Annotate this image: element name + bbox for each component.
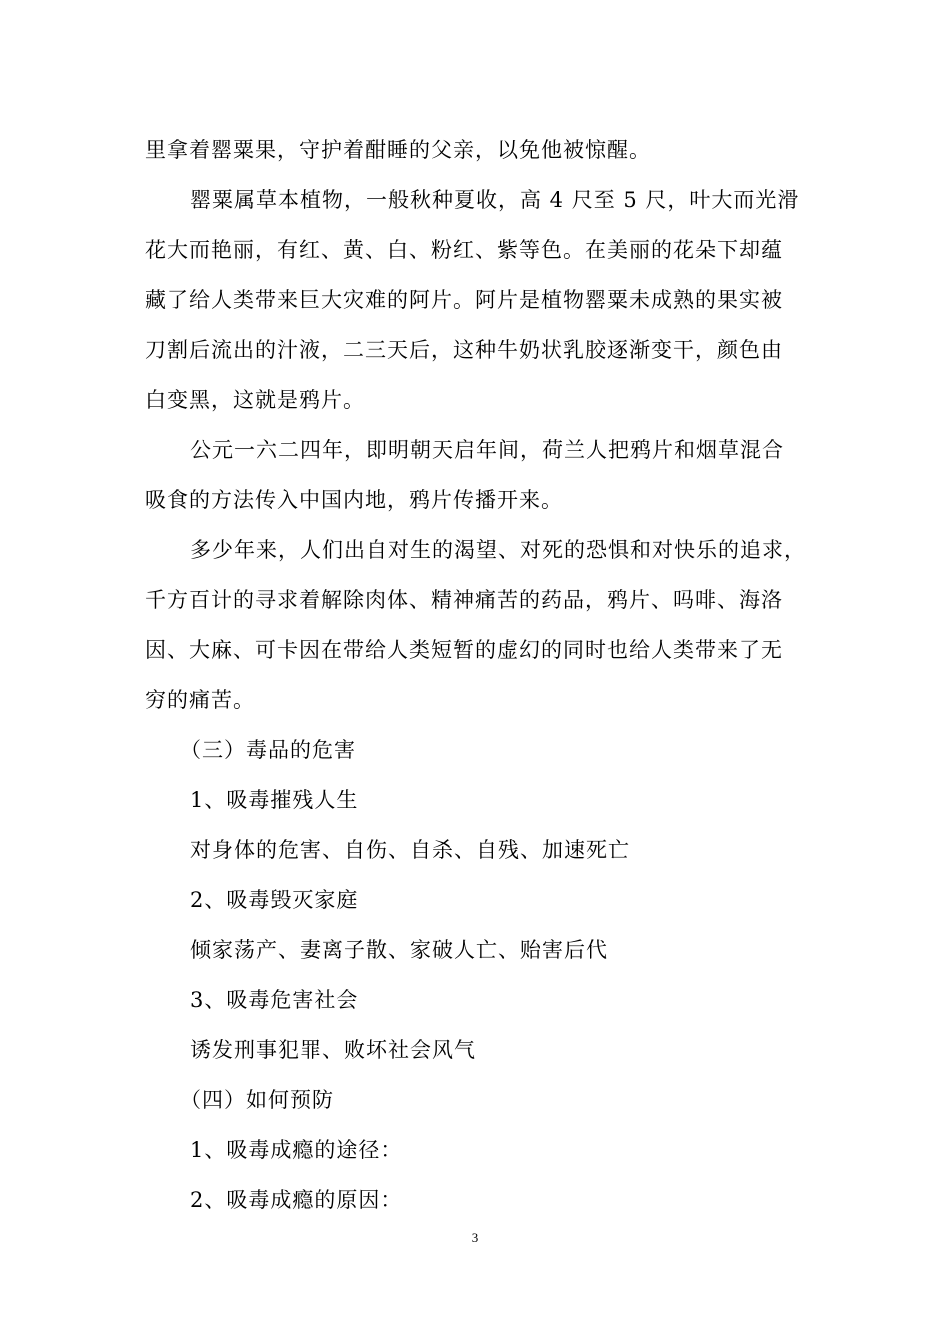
list-item-heading: 3、吸毒危害社会 [190, 988, 359, 1012]
list-item-heading: 1、吸毒成瘾的途径： [190, 1138, 403, 1162]
section-heading: （三）毒品的危害 [180, 738, 356, 762]
paragraph-line: 穷的痛苦。 [145, 688, 255, 712]
paragraph-line: 藏了给人类带来巨大灾难的阿片。阿片是植物罂粟未成熟的果实被 [145, 288, 783, 312]
list-item-text: 诱发刑事犯罪、败坏社会风气 [190, 1038, 476, 1062]
paragraph-line: 罂粟属草本植物，一般秋种夏收，高 4 尺至 5 尺，叶大而光滑 [190, 188, 800, 212]
page-number: 3 [471, 1230, 479, 1245]
paragraph-line: 吸食的方法传入中国内地，鸦片传播开来。 [145, 488, 563, 512]
paragraph-line: 刀割后流出的汁液，二三天后，这种牛奶状乳胶逐渐变干，颜色由 [145, 338, 783, 362]
list-item-text: 对身体的危害、自伤、自杀、自残、加速死亡 [190, 838, 630, 862]
paragraph-line: 因、大麻、可卡因在带给人类短暂的虚幻的同时也给人类带来了无 [145, 638, 783, 662]
list-item-heading: 2、吸毒成瘾的原因： [190, 1188, 403, 1212]
paragraph-line: 里拿着罂粟果，守护着酣睡的父亲，以免他被惊醒。 [145, 138, 651, 162]
paragraph-line: 白变黑，这就是鸦片。 [145, 388, 365, 412]
paragraph-line: 公元一六二四年，即明朝天启年间，荷兰人把鸦片和烟草混合 [190, 438, 784, 462]
section-heading: （四）如何预防 [180, 1088, 334, 1112]
paragraph-line: 多少年来，人们出自对生的渴望、对死的恐惧和对快乐的追求， [190, 538, 806, 562]
list-item-heading: 2、吸毒毁灭家庭 [190, 888, 359, 912]
paragraph-line: 花大而艳丽，有红、黄、白、粉红、紫等色。在美丽的花朵下却蕴 [145, 238, 783, 262]
paragraph-line: 千方百计的寻求着解除肉体、精神痛苦的药品，鸦片、吗啡、海洛 [145, 588, 783, 612]
list-item-text: 倾家荡产、妻离子散、家破人亡、贻害后代 [190, 938, 608, 962]
list-item-heading: 1、吸毒摧残人生 [190, 788, 359, 812]
